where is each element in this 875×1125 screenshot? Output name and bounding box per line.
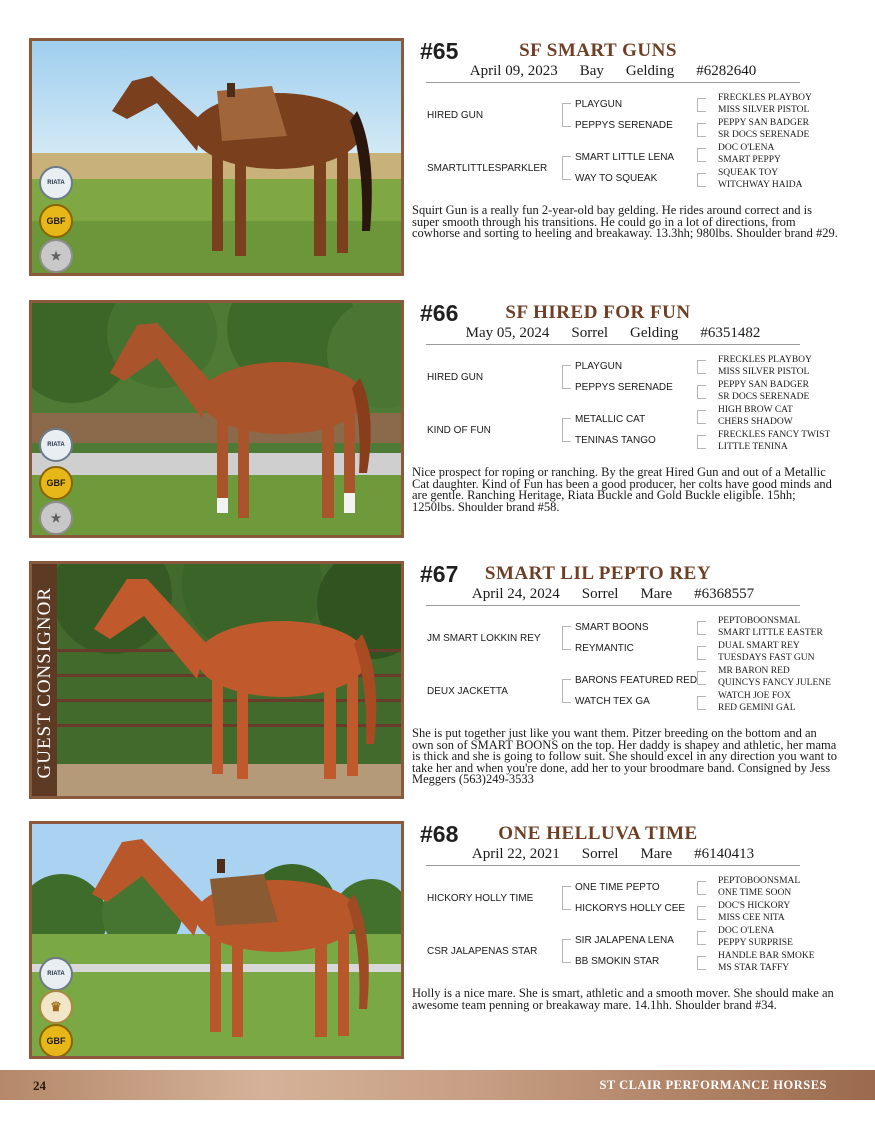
- horse-description: She is put together just like you want them. Pitzer breeding on the bottom and an own son of SMART BOONS on the top. Her daddy is shapey and athletic, her mama is thick and she is going to follow suit. She should excel in any direction you want to take her and when you're done, add her to your broodmare band. Consigned by Jess Meggers (563)249-3533: [412, 726, 837, 786]
- pedigree-ancestor: MISS SILVER PISTOL: [718, 105, 810, 115]
- horse-color: Bay: [579, 63, 604, 79]
- lot-67: [0, 561, 875, 801]
- pedigree-ancestor: HIGH BROW CAT: [718, 405, 793, 415]
- bracket: [562, 886, 571, 910]
- registration-number: #6351482: [700, 325, 761, 341]
- bracket: [697, 360, 706, 374]
- foaling-date: April 09, 2023: [469, 63, 558, 79]
- bracket: [562, 679, 571, 703]
- horse-photo-illustration: [32, 824, 401, 1056]
- pedigree-ancestor: DUAL SMART REY: [718, 641, 800, 651]
- riata-badge-icon: RIATA: [39, 428, 73, 462]
- pedigree-ancestor: HANDLE BAR SMOKE: [718, 951, 815, 961]
- farm-name: ST CLAIR PERFORMANCE HORSES: [599, 1078, 827, 1092]
- pedigree-ancestor: QUINCYS FANCY JULENE: [718, 678, 831, 688]
- bracket: [562, 418, 571, 442]
- divider: [426, 865, 800, 866]
- horse-description: Nice prospect for roping or ranching. By the great Hired Gun and out of a Metallic Cat daughter. Kind of Fun has been a good producer, her colts have good minds and are gentle. Ranching Heritage, Riata Buckle and Gold Buckle eligible. 15hh; 1250lbs. Shoulder brand #58.: [412, 465, 832, 514]
- page-footer: [0, 1070, 875, 1100]
- bracket: [697, 696, 706, 710]
- pedigree-sire-dam: REYMANTIC: [575, 643, 634, 654]
- lot-number: #66: [420, 300, 459, 326]
- pedigree-ancestor: MISS SILVER PISTOL: [718, 367, 810, 377]
- pedigree-ancestor: SMART LITTLE EASTER: [718, 628, 823, 638]
- pedigree-ancestor: DOC'S HICKORY: [718, 901, 791, 911]
- bracket: [697, 98, 706, 112]
- pedigree-dam-sire: SMART LITTLE LENA: [575, 152, 675, 163]
- bracket: [697, 123, 706, 137]
- pedigree-sire-dam: PEPPYS SERENADE: [575, 382, 673, 393]
- bracket: [697, 435, 706, 449]
- bracket: [697, 385, 706, 399]
- pedigree-sire-dam: PEPPYS SERENADE: [575, 120, 673, 131]
- pedigree-sire-sire: ONE TIME PEPTO: [575, 882, 660, 893]
- pedigree-ancestor: PEPTOBOONSMAL: [718, 876, 801, 886]
- bracket: [697, 410, 706, 424]
- gbf-badge-icon: GBF: [39, 1024, 73, 1058]
- horse-sex: Mare: [640, 586, 673, 602]
- horse-photo: [29, 561, 404, 799]
- pedigree-dam-dam: WATCH TEX GA: [575, 696, 650, 707]
- horse-photo: [29, 300, 404, 538]
- pedigree-sire-sire: PLAYGUN: [575, 361, 623, 372]
- horse-name: ONE HELLUVA TIME: [498, 823, 698, 844]
- horse-info: [426, 846, 800, 863]
- registration-number: #6140413: [694, 846, 755, 862]
- pedigree-dam: KIND OF FUN: [427, 425, 491, 436]
- gbf-badge-icon: GBF: [39, 204, 73, 238]
- pedigree-dam-dam: BB SMOKIN STAR: [575, 956, 660, 967]
- horse-name: SF SMART GUNS: [519, 40, 677, 61]
- divider: [426, 82, 800, 83]
- pedigree-ancestor: MR BARON RED: [718, 666, 790, 676]
- horse-color: Sorrel: [571, 325, 609, 341]
- pedigree-dam: DEUX JACKETTA: [427, 686, 508, 697]
- lot-66: [0, 300, 875, 540]
- riata-badge-icon: RIATA: [39, 957, 73, 991]
- lot-65: [0, 38, 875, 278]
- pedigree-ancestor: MISS CEE NITA: [718, 913, 785, 923]
- pedigree-sire: JM SMART LOKKIN REY: [427, 633, 541, 644]
- horse-sex: Gelding: [630, 325, 679, 341]
- pedigree-ancestor: FRECKLES FANCY TWIST: [718, 430, 831, 440]
- pedigree-sire-sire: PLAYGUN: [575, 99, 623, 110]
- horse-description: Squirt Gun is a really fun 2-year-old bay gelding. He rides around correct and is super smooth through his transitions. He could go in a lot of directions, from cowhorse and sorting to heeling and breakaway. 13.3hh; 980lbs. Shoulder brand #29.: [412, 203, 838, 240]
- bracket: [697, 621, 706, 635]
- page-number: 24: [33, 1078, 46, 1093]
- gbf-badge-icon: GBF: [39, 466, 73, 500]
- pedigree-ancestor: SMART PEPPY: [718, 155, 781, 165]
- foaling-date: April 22, 2021: [471, 846, 560, 862]
- foaling-date: April 24, 2024: [471, 586, 560, 602]
- pedigree-ancestor: PEPPY SURPRISE: [718, 938, 793, 948]
- pedigree-sire: HIRED GUN: [427, 110, 484, 121]
- pedigree-dam-dam: TENINAS TANGO: [575, 435, 656, 446]
- divider: [426, 344, 800, 345]
- bracket: [562, 156, 571, 180]
- pedigree-ancestor: PEPPY SAN BADGER: [718, 118, 809, 128]
- pedigree-dam-sire: SIR JALAPENA LENA: [575, 935, 674, 946]
- pedigree-ancestor: ONE TIME SOON: [718, 888, 792, 898]
- pedigree-ancestor: PEPPY SAN BADGER: [718, 380, 809, 390]
- registration-number: #6282640: [696, 63, 757, 79]
- bracket: [562, 365, 571, 389]
- bracket: [697, 956, 706, 970]
- horse-color: Sorrel: [581, 586, 619, 602]
- pedigree-ancestor: MS STAR TAFFY: [718, 963, 790, 973]
- bracket: [697, 148, 706, 162]
- pedigree-ancestor: LITTLE TENINA: [718, 442, 788, 452]
- bracket: [697, 931, 706, 945]
- horse-info: [426, 325, 800, 342]
- horse-description: Holly is a nice mare. She is smart, athletic and a smooth mover. She should make an awesome team penning or breakaway mare. 14.1hh. Shoulder brand #34.: [412, 986, 834, 1012]
- horse-info: [426, 586, 800, 603]
- riata-badge-icon: RIATA: [39, 166, 73, 200]
- ranching-heritage-badge-icon: ★: [39, 239, 73, 273]
- pedigree-ancestor: PEPTOBOONSMAL: [718, 616, 801, 626]
- pedigree-ancestor: RED GEMINI GAL: [718, 703, 796, 713]
- pedigree-dam-sire: METALLIC CAT: [575, 414, 646, 425]
- pedigree-ancestor: FRECKLES PLAYBOY: [718, 93, 812, 103]
- pedigree-ancestor: CHERS SHADOW: [718, 417, 793, 427]
- guest-consignor-banner: [32, 564, 57, 799]
- pedigree-ancestor: FRECKLES PLAYBOY: [718, 355, 812, 365]
- pedigree-sire-dam: HICKORYS HOLLY CEE: [575, 903, 686, 914]
- bracket: [562, 103, 571, 127]
- pedigree-ancestor: WITCHWAY HAIDA: [718, 180, 803, 190]
- ranching-heritage-badge-icon: ★: [39, 501, 73, 535]
- horse-photo: [29, 38, 404, 276]
- horse-photo-illustration: [32, 564, 401, 796]
- crown-badge-icon: ♛: [39, 990, 73, 1024]
- horse-name: SF HIRED FOR FUN: [505, 302, 691, 323]
- pedigree-dam: CSR JALAPENAS STAR: [427, 946, 538, 957]
- pedigree-ancestor: DOC O'LENA: [718, 143, 775, 153]
- pedigree-ancestor: SR DOCS SERENADE: [718, 392, 810, 402]
- pedigree-dam-sire: BARONS FEATURED RED: [575, 675, 698, 686]
- pedigree-dam-dam: WAY TO SQUEAK: [575, 173, 658, 184]
- pedigree-dam: SMARTLITTLESPARKLER: [427, 163, 548, 174]
- horse-photo: [29, 821, 404, 1059]
- horse-photo-illustration: [32, 41, 401, 273]
- lot-number: #68: [420, 821, 459, 847]
- pedigree-ancestor: SQUEAK TOY: [718, 168, 779, 178]
- pedigree-ancestor: TUESDAYS FAST GUN: [718, 653, 815, 663]
- pedigree-sire: HIRED GUN: [427, 372, 484, 383]
- horse-name: SMART LIL PEPTO REY: [484, 563, 712, 584]
- pedigree-ancestor: SR DOCS SERENADE: [718, 130, 810, 140]
- pedigree-ancestor: WATCH JOE FOX: [718, 691, 791, 701]
- bracket: [562, 626, 571, 650]
- pedigree-sire-sire: SMART BOONS: [575, 622, 649, 633]
- horse-color: Sorrel: [581, 846, 619, 862]
- foaling-date: May 05, 2024: [465, 325, 550, 341]
- bracket: [697, 671, 706, 685]
- bracket: [562, 939, 571, 963]
- bracket: [697, 173, 706, 187]
- horse-sex: Mare: [640, 846, 673, 862]
- registration-number: #6368557: [694, 586, 755, 602]
- horse-photo-illustration: [32, 303, 401, 535]
- lot-68: [0, 821, 875, 1061]
- guest-consignor-label: GUEST CONSIGNOR: [33, 587, 55, 779]
- bracket: [697, 646, 706, 660]
- divider: [426, 605, 800, 606]
- horse-info: [426, 63, 800, 80]
- pedigree-sire: HICKORY HOLLY TIME: [427, 893, 534, 904]
- lot-number: #67: [420, 561, 459, 587]
- horse-sex: Gelding: [625, 63, 675, 79]
- pedigree-ancestor: DOC O'LENA: [718, 926, 775, 936]
- bracket: [697, 881, 706, 895]
- bracket: [697, 906, 706, 920]
- lot-number: #65: [420, 38, 459, 64]
